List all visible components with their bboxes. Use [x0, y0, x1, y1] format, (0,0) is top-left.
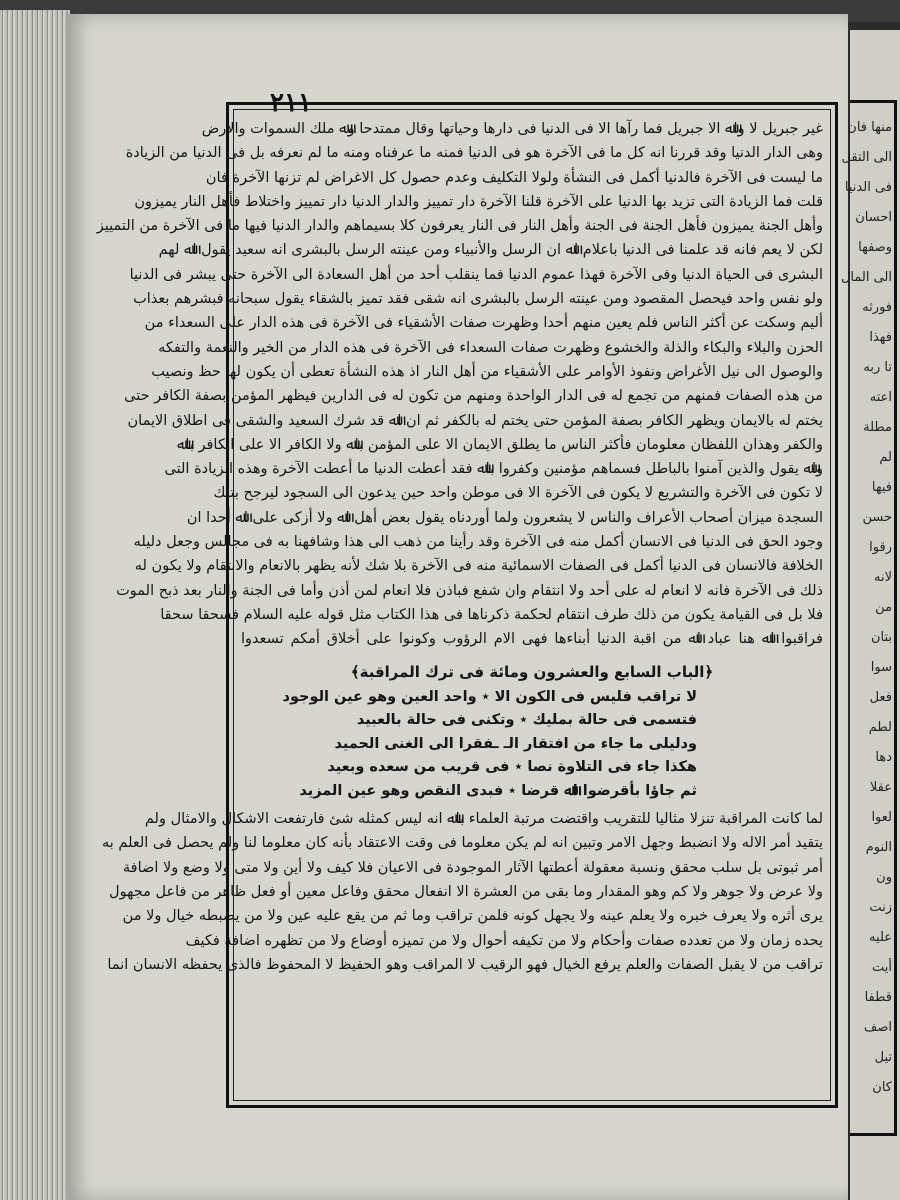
adjacent-page-fragment: تا ربه — [863, 360, 892, 375]
adjacent-page-fragment: عقلا — [869, 780, 892, 795]
text-line: قلت فما الزيادة التى تزيد بها الدنيا على الآخرة قلنا الآخرة دار تمييز والدار الدنيا دار تمييز واختلاط فأهل النار يميزون — [134, 193, 823, 210]
adjacent-page-fragment: مطلة — [863, 420, 892, 435]
adjacent-page-fragment: زنت — [869, 900, 892, 915]
text-line: ولا عرض ولا جوهر ولا كم وهو المقدار وما بقى من العشرة الا انفعال محقق وفاعل معين أو فعل ظاهر من فاعل مجهول — [109, 883, 823, 900]
adjacent-page-fragment: اصف — [863, 1020, 892, 1035]
text-line: السجدة ميزان أصحاب الأعراف والناس لا يشعرون ولما أوردناه يقول بعض أهل اﷲ ولا أزكى على اﷲ أحدا ان — [186, 509, 823, 526]
adjacent-page-fragment: الى المال — [840, 270, 892, 285]
adjacent-page-fragment: الى التقل — [841, 150, 892, 165]
adjacent-page-fragment: من — [875, 600, 892, 615]
adjacent-page-fragment: بتان — [870, 630, 892, 645]
poem — [282, 686, 697, 804]
adjacent-page-fragment: منها فان — [847, 120, 892, 135]
text-line: يرى أثره ولا يعرف خبره ولا يعلم عينه ولا يجهل كونه فلمن تراقب وما ثم من يقع عليه عين ولا من يضبطه خيال ولا من — [122, 908, 823, 925]
adjacent-page — [840, 30, 900, 1200]
adjacent-page-fragment: أيت — [872, 960, 892, 975]
text-line: أليم وسكت عن أكثر الناس فلم يعين منهم أحدا وظهرت صفات الأشقياء فى الآخرة فى هذه الدار على السعداء من — [144, 315, 823, 332]
poem-verse: فتسمى فى حالة بمليك ٭ وتكنى فى حالة بالعبيد — [356, 712, 697, 729]
poem-verse: لا تراقب فليس فى الكون الا ٭ واحد العين وهو عين الوجود — [282, 688, 697, 705]
text-line: وأهل الجنة يميزون فأهل الجنة فى الجنة وأهل النار فى النار يعرفون كلا بسيماهم والدار الدنيا فيها ما فى الآخرة من التمييز — [96, 218, 823, 235]
page-text — [96, 117, 823, 977]
text-line: ذلك فى الآخرة فانه لا انعام له على أحد ولا انتقام وان شفع فباذن فلا انعام لمن أذن وأما فى الجنة والنار بعد ذبح الموت — [116, 582, 823, 599]
text-line: أمر ثبوتى بل سلب محقق ونسبة معقولة أعطتها الآثار الموجودة فى الاعيان فلا كيف ولا أين ولا متى ولا وضع ولا اضافة — [122, 859, 823, 876]
adjacent-page-fragment: لطم — [868, 720, 892, 735]
adjacent-page-fragment: لم — [879, 450, 892, 465]
text-line: من هذه الصفات فمنهم من تجمع له فى الدار الواحدة ومنهم من تكون له فى الدارين فيظهر المؤمن بصفة الكافر حتى — [124, 388, 823, 405]
adjacent-page-fragment: كان — [872, 1080, 892, 1095]
text-line: الحزن والبلاء والبكاء والذلة والخشوع وظهرت صفات السعداء فى الآخرة فى هذه الدار من الخير والنعمة والتفكه — [158, 339, 823, 356]
adjacent-page-fragment: لعوا — [871, 810, 892, 825]
text-line: فلا بل فى القيامة يكون من ذلك طرف انتقام لحكمة ذكرناها فى هذا الكتاب مثل قوله عليه السلام فسحقا سحقا — [160, 606, 823, 623]
text-line: وهى الدار الدنيا وقد قررنا انه كل ما فى الآخرة هو فى الدنيا فمنه ما عرفناه ومنه ما لم نعرفه بل فى الدنيا من الزيادة — [125, 145, 823, 162]
adjacent-page-fragment: فى الدنيا — [844, 180, 892, 195]
adjacent-page-fragment: فيها — [871, 480, 892, 495]
text-line: ولو نفس واحد فيحصل المقصود ومن عينته الرسل بالبشرى انه شقى فقد تميز بالشقاء يقول سبحانه فبشرهم بعذاب — [133, 291, 823, 308]
adjacent-page-fragment: تيل — [874, 1050, 892, 1065]
text-line: واﷲ يقول والذين آمنوا بالباطل فسماهم مؤمنين وكفروا باﷲ فقد أعطت الدنيا ما أعطت الآخرة وهذه الزيادة التى — [164, 461, 823, 478]
adjacent-page-fragment: قطفا — [864, 990, 892, 1005]
chapter-heading: ﴿الباب السابع والعشرون ومائة فى ترك المراقبة﴾ — [350, 662, 714, 681]
adjacent-page-fragment: فورثه — [862, 300, 892, 315]
adjacent-page-fragment: احسان — [855, 210, 892, 225]
text-line: والوصول الى نيل الأغراض ونفوذ الأوامر على الأشقياء من أهل النار اذ هذه النشأة تعطى أن يكون لها حظ ونصيب — [151, 363, 823, 380]
text-line: غير جبريل لا واﷲ الا جبريل فما رآها الا فى الدنيا فى دارها وحياتها وقال ممتدحا وﷲ ملك السموات والارض — [201, 121, 823, 137]
text-line: الخلافة فالانسان فى الدنيا أكمل فى الصفات الاسمائية منه فى الآخرة بلا شك لأنه يظهر بالانعام والانتقام ولا يكون له — [134, 558, 823, 575]
text-line: فراقبوا اﷲ هنا عباد اﷲ من اقبة الدنيا أبناءها فهى الام الرؤوب وكونوا على أخلاق أمكم تسعدوا — [241, 631, 823, 648]
adjacent-page-fragment: سوا — [870, 660, 892, 675]
adjacent-page-fragment: دها — [875, 750, 892, 765]
text-line: ما ليست فى الآخرة فالدنيا أكمل فى النشأة ولولا التكليف وعدم حصول كل الاغراض لم تزنها الآخرة فان — [205, 169, 823, 186]
adjacent-page-fragment: فعل — [869, 690, 892, 705]
poem-verse: ودليلى ما جاء من افتقار الـ ـفقرا الى الغنى الحميد — [334, 735, 697, 752]
adjacent-page-fragment: عليه — [869, 930, 892, 945]
adjacent-page-fragment: فهذا — [869, 330, 892, 345]
adjacent-page-fragment: النوم — [865, 840, 892, 855]
text-line: والكفر وهذان اللفظان معلومان فأكثر الناس ما يطلق الايمان الا على المؤمن باﷲ ولا الكافر الا على الكافر باﷲ — [176, 436, 823, 453]
adjacent-page-fragment: اعته — [869, 390, 892, 405]
text-line: البشرى فى الحياة الدنيا وفى الآخرة فهذا عموم الدنيا فما ينقلب أحد من أهل السعادة الى الآخرة حتى يبشر فى الدنيا — [129, 266, 823, 283]
adjacent-page-fragment: حسن — [862, 510, 892, 525]
text-line: يختم له بالايمان ويظهر الكافر بصفة المؤمن حتى يختم له بالكفر ثم ان اﷲ قد شرك السعيد والشقى فى اطلاق الايمان — [127, 412, 823, 429]
text-line: وجود الحق فى الدنيا فى الانسان أكمل منه فى الآخرة وقد رأينا من ذهب الى هذا وشافهنا به فى مجالس وجعل دليله — [133, 534, 823, 551]
text-line: يتقيد أمر الاله ولا انضبط وجهل الامر وتبين انه لم يكن معلوما فى وقت الاعتقاد بأنه كان معلوما لنا ولم يحصل فى العلم به — [102, 835, 823, 852]
text-line: لما كانت المراقبة تنزلا مثاليا للتقريب واقتضت مرتبة العلماء باﷲ انه ليس كمثله شئ فارتفعت الاشكال والامثال ولم — [144, 811, 823, 828]
text-line: لا تكون فى الآخرة والتشريع لا يكون فى الآخرة الا فى موطن واحد حين يدعون الى السجود ليرجح بتلك — [213, 485, 823, 502]
book-page-edges — [0, 10, 70, 1200]
page-number: ٢١١ — [270, 88, 312, 118]
adjacent-page-fragment: رقوا — [869, 540, 892, 555]
adjacent-page-fragment: لانه — [873, 570, 892, 585]
text-line: لكن لا يعم فانه قد علمنا فى الدنيا باعلام اﷲ ان الرسل والأنبياء ومن عينته الرسل بالبشرى انه سعيد يقول اﷲ لهم — [158, 242, 823, 259]
adjacent-page-fragment: وصفها — [858, 240, 892, 255]
closing-text — [102, 807, 823, 977]
text-line: تراقب من لا يقبل الصفات والعلم يرفع الخيال فهو الرقيب لا المراقب وهو الحفيظ لا المحفوظ فالذى يحفظه الانسان انما — [107, 956, 823, 973]
poem-verse: هكذا جاء فى التلاوة نصا ٭ فى قريب من سعده وبعيد — [327, 759, 697, 776]
body-text — [96, 117, 823, 652]
adjacent-page-fragment: ون — [876, 870, 892, 885]
poem-verse: ثم جاؤا بأقرضوا اﷲ قرضا ٭ فبدى النقص وهو عين المزيد — [299, 782, 697, 799]
text-line: يحده زمان ولا من تعدده صفات وأحكام ولا من تكيفه أحوال ولا من تميزه أوضاع ولا من تظهره اضافة فكيف — [185, 932, 823, 949]
text-frame — [96, 102, 838, 1108]
